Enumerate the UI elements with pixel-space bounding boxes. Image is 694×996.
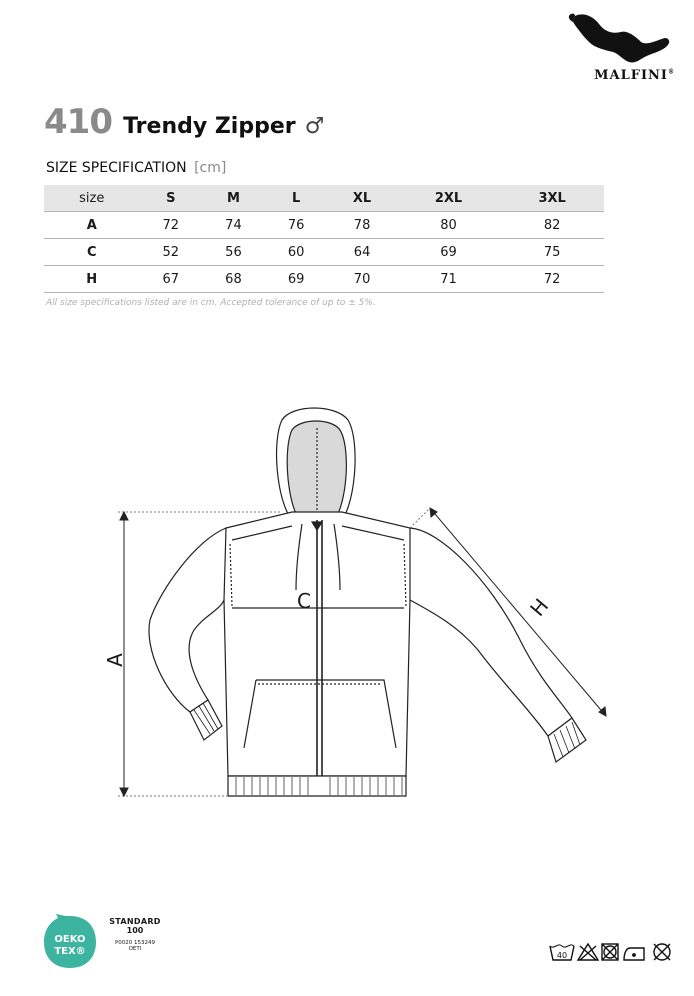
row-label: A	[44, 212, 139, 239]
header-s: S	[139, 185, 202, 212]
table-cell: 74	[202, 212, 265, 239]
row-label: H	[44, 266, 139, 293]
tolerance-note: All size specifications listed are in cm. Accepted tolerance of up to ± 5%.	[46, 298, 376, 308]
table-row	[44, 239, 604, 266]
table-cell: 68	[202, 266, 265, 293]
size-spec-unit: [cm]	[194, 160, 227, 176]
table-cell: 70	[327, 266, 396, 293]
table-cell: 72	[139, 212, 202, 239]
care-symbols	[548, 940, 680, 964]
size-spec-title: SIZE SPECIFICATION	[46, 160, 187, 176]
table-cell: 75	[500, 239, 604, 266]
oeko-standard: STANDARD	[109, 917, 161, 926]
hoodie-drawing	[0, 390, 694, 810]
header-l: L	[265, 185, 328, 212]
label-h: H	[525, 593, 554, 621]
oeko-text-line1: OEKO	[54, 934, 86, 945]
waistband	[228, 776, 406, 796]
no-dry-clean-icon	[654, 944, 670, 960]
right-sleeve	[410, 528, 572, 736]
no-tumble-dry-icon	[602, 944, 618, 960]
header-xl: XL	[327, 185, 396, 212]
brand-name: MALFINI®	[594, 68, 675, 83]
table-cell: 76	[265, 212, 328, 239]
header-3xl: 3XL	[500, 185, 604, 212]
svg-text:40: 40	[556, 951, 568, 960]
table-row	[44, 212, 604, 239]
table-cell: 82	[500, 212, 604, 239]
oeko-tex-details	[100, 917, 170, 952]
table-cell: 69	[397, 239, 501, 266]
table-cell: 71	[397, 266, 501, 293]
size-table	[44, 185, 604, 293]
oeko-tex-logo	[40, 912, 100, 972]
row-label: C	[44, 239, 139, 266]
table-cell: 67	[139, 266, 202, 293]
product-name: Trendy Zipper	[123, 114, 296, 139]
size-table-header	[44, 185, 604, 212]
product-number: 410	[44, 102, 112, 142]
table-cell: 72	[500, 266, 604, 293]
size-spec-heading	[46, 160, 226, 176]
table-cell: 78	[327, 212, 396, 239]
male-symbol-icon: ♂	[304, 114, 325, 139]
oeko-standard-number: 100	[126, 926, 144, 935]
oeko-certificate: P0020 153249	[114, 940, 156, 946]
table-cell: 60	[265, 239, 328, 266]
table-cell: 69	[265, 266, 328, 293]
table-cell: 56	[202, 239, 265, 266]
iron-low-icon	[624, 948, 644, 960]
no-bleach-icon	[578, 944, 598, 960]
wash-40-icon	[550, 945, 574, 960]
header-m: M	[202, 185, 265, 212]
oeko-institute: OETI	[128, 946, 142, 952]
table-row	[44, 266, 604, 293]
table-cell: 52	[139, 239, 202, 266]
table-cell: 64	[327, 239, 396, 266]
label-c: C	[297, 589, 311, 613]
header-2xl: 2XL	[397, 185, 501, 212]
left-sleeve	[149, 528, 226, 712]
table-cell: 80	[397, 212, 501, 239]
product-title	[44, 102, 324, 142]
header-size: size	[44, 185, 139, 212]
oeko-text-line2: TEX®	[54, 946, 86, 957]
label-a: A	[103, 653, 127, 667]
eagle-icon	[565, 8, 675, 68]
